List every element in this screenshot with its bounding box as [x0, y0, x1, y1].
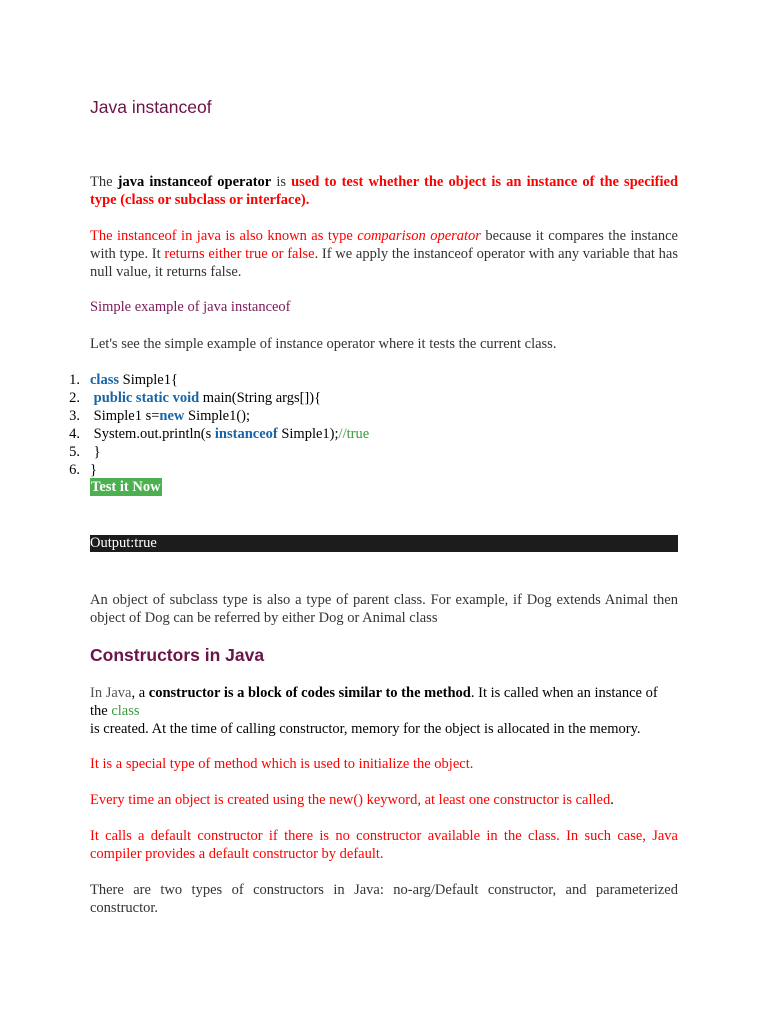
desc-text-3: . If we apply the instanceof operator with any variable that has null value, it returns false.: [90, 246, 678, 280]
code-text: [90, 371, 178, 389]
code-text: }: [90, 444, 101, 460]
test-it-now-button[interactable]: Test it Now: [91, 479, 161, 495]
code-line: [62, 443, 682, 461]
every-time-period: .: [610, 792, 614, 808]
intro-paragraph: [90, 173, 678, 209]
code-text: [90, 407, 250, 425]
special-method-paragraph: It is a special type of method which is used to initialize the object.: [90, 756, 474, 772]
page-title: Java instanceof: [90, 97, 212, 117]
line-number: 1.: [69, 372, 80, 388]
line-number: 2.: [69, 390, 80, 406]
code-line: [62, 371, 682, 389]
code-fragment: Simple1{: [119, 372, 178, 388]
code-line: [62, 425, 682, 443]
desc-highlight: returns either true or false: [164, 246, 315, 262]
code-text: }: [90, 462, 97, 478]
intro-definition: used to test whether the object is an instance of the specified type (class or subclass or interface).: [90, 174, 679, 208]
code-listing: [62, 371, 682, 479]
code-fragment: Simple1();: [184, 408, 251, 424]
in-java-text: In Java: [90, 685, 132, 701]
code-comment: //true: [338, 426, 370, 442]
types-paragraph: There are two types of constructors in Java: no-arg/Default constructor, and parameterized constructor.: [90, 882, 678, 916]
code-fragment: Simple1);: [277, 426, 339, 442]
line-number: 3.: [69, 408, 80, 424]
intro-text-is: is: [271, 174, 292, 190]
constructor-intro-text-3: is created. At the time of calling constructor, memory for the object is allocated in the memory.: [90, 721, 641, 737]
intro-text: The: [90, 174, 118, 190]
code-text: [90, 425, 369, 443]
code-line: [62, 389, 682, 407]
code-text: [90, 389, 321, 407]
output-bar: Output:true: [90, 535, 678, 552]
constructor-intro-paragraph: [90, 684, 678, 738]
desc-text-1: The instanceof in java is also known as type: [90, 228, 358, 244]
description-paragraph: [90, 227, 678, 281]
line-number: 5.: [69, 444, 80, 460]
keyword: new: [159, 408, 185, 424]
code-line: [62, 407, 682, 425]
code-fragment: System.out.println(s: [90, 426, 215, 442]
constructor-definition: constructor is a block of codes similar to the method: [148, 685, 471, 701]
code-fragment: main(String args[]){: [199, 390, 322, 406]
constructor-intro-text: , a: [131, 685, 149, 701]
example-subheading: Simple example of java instanceof: [90, 299, 291, 315]
subclass-paragraph: An object of subclass type is also a type of parent class. For example, if Dog extends Animal then object of Dog can be referred by either Dog or Animal class: [90, 592, 678, 626]
constructors-heading: Constructors in Java: [90, 645, 265, 665]
example-intro: Let's see the simple example of instance operator where it tests the current class.: [90, 336, 557, 352]
code-line: [62, 461, 682, 479]
every-time-text: Every time an object is created using the new() keyword, at least one constructor is called: [90, 792, 611, 808]
intro-term: java instanceof operator: [117, 174, 272, 190]
class-link[interactable]: class: [111, 703, 140, 719]
every-time-paragraph: [90, 791, 678, 809]
line-number: 6.: [69, 462, 80, 478]
constructor-intro-text-2: . It is called when an instance of the: [90, 685, 658, 719]
default-constructor-paragraph: It calls a default constructor if there is no constructor available in the class. In such case, Java compiler provides a default constructor by default.: [90, 828, 678, 862]
keyword: instanceof: [214, 426, 278, 442]
code-fragment: Simple1 s=: [90, 408, 160, 424]
desc-term: comparison operator: [357, 228, 481, 244]
line-number: 4.: [69, 426, 80, 442]
desc-text-2: because it compares the instance with type. It: [90, 228, 678, 262]
keyword: public static void: [93, 390, 200, 406]
keyword: class: [90, 372, 119, 388]
